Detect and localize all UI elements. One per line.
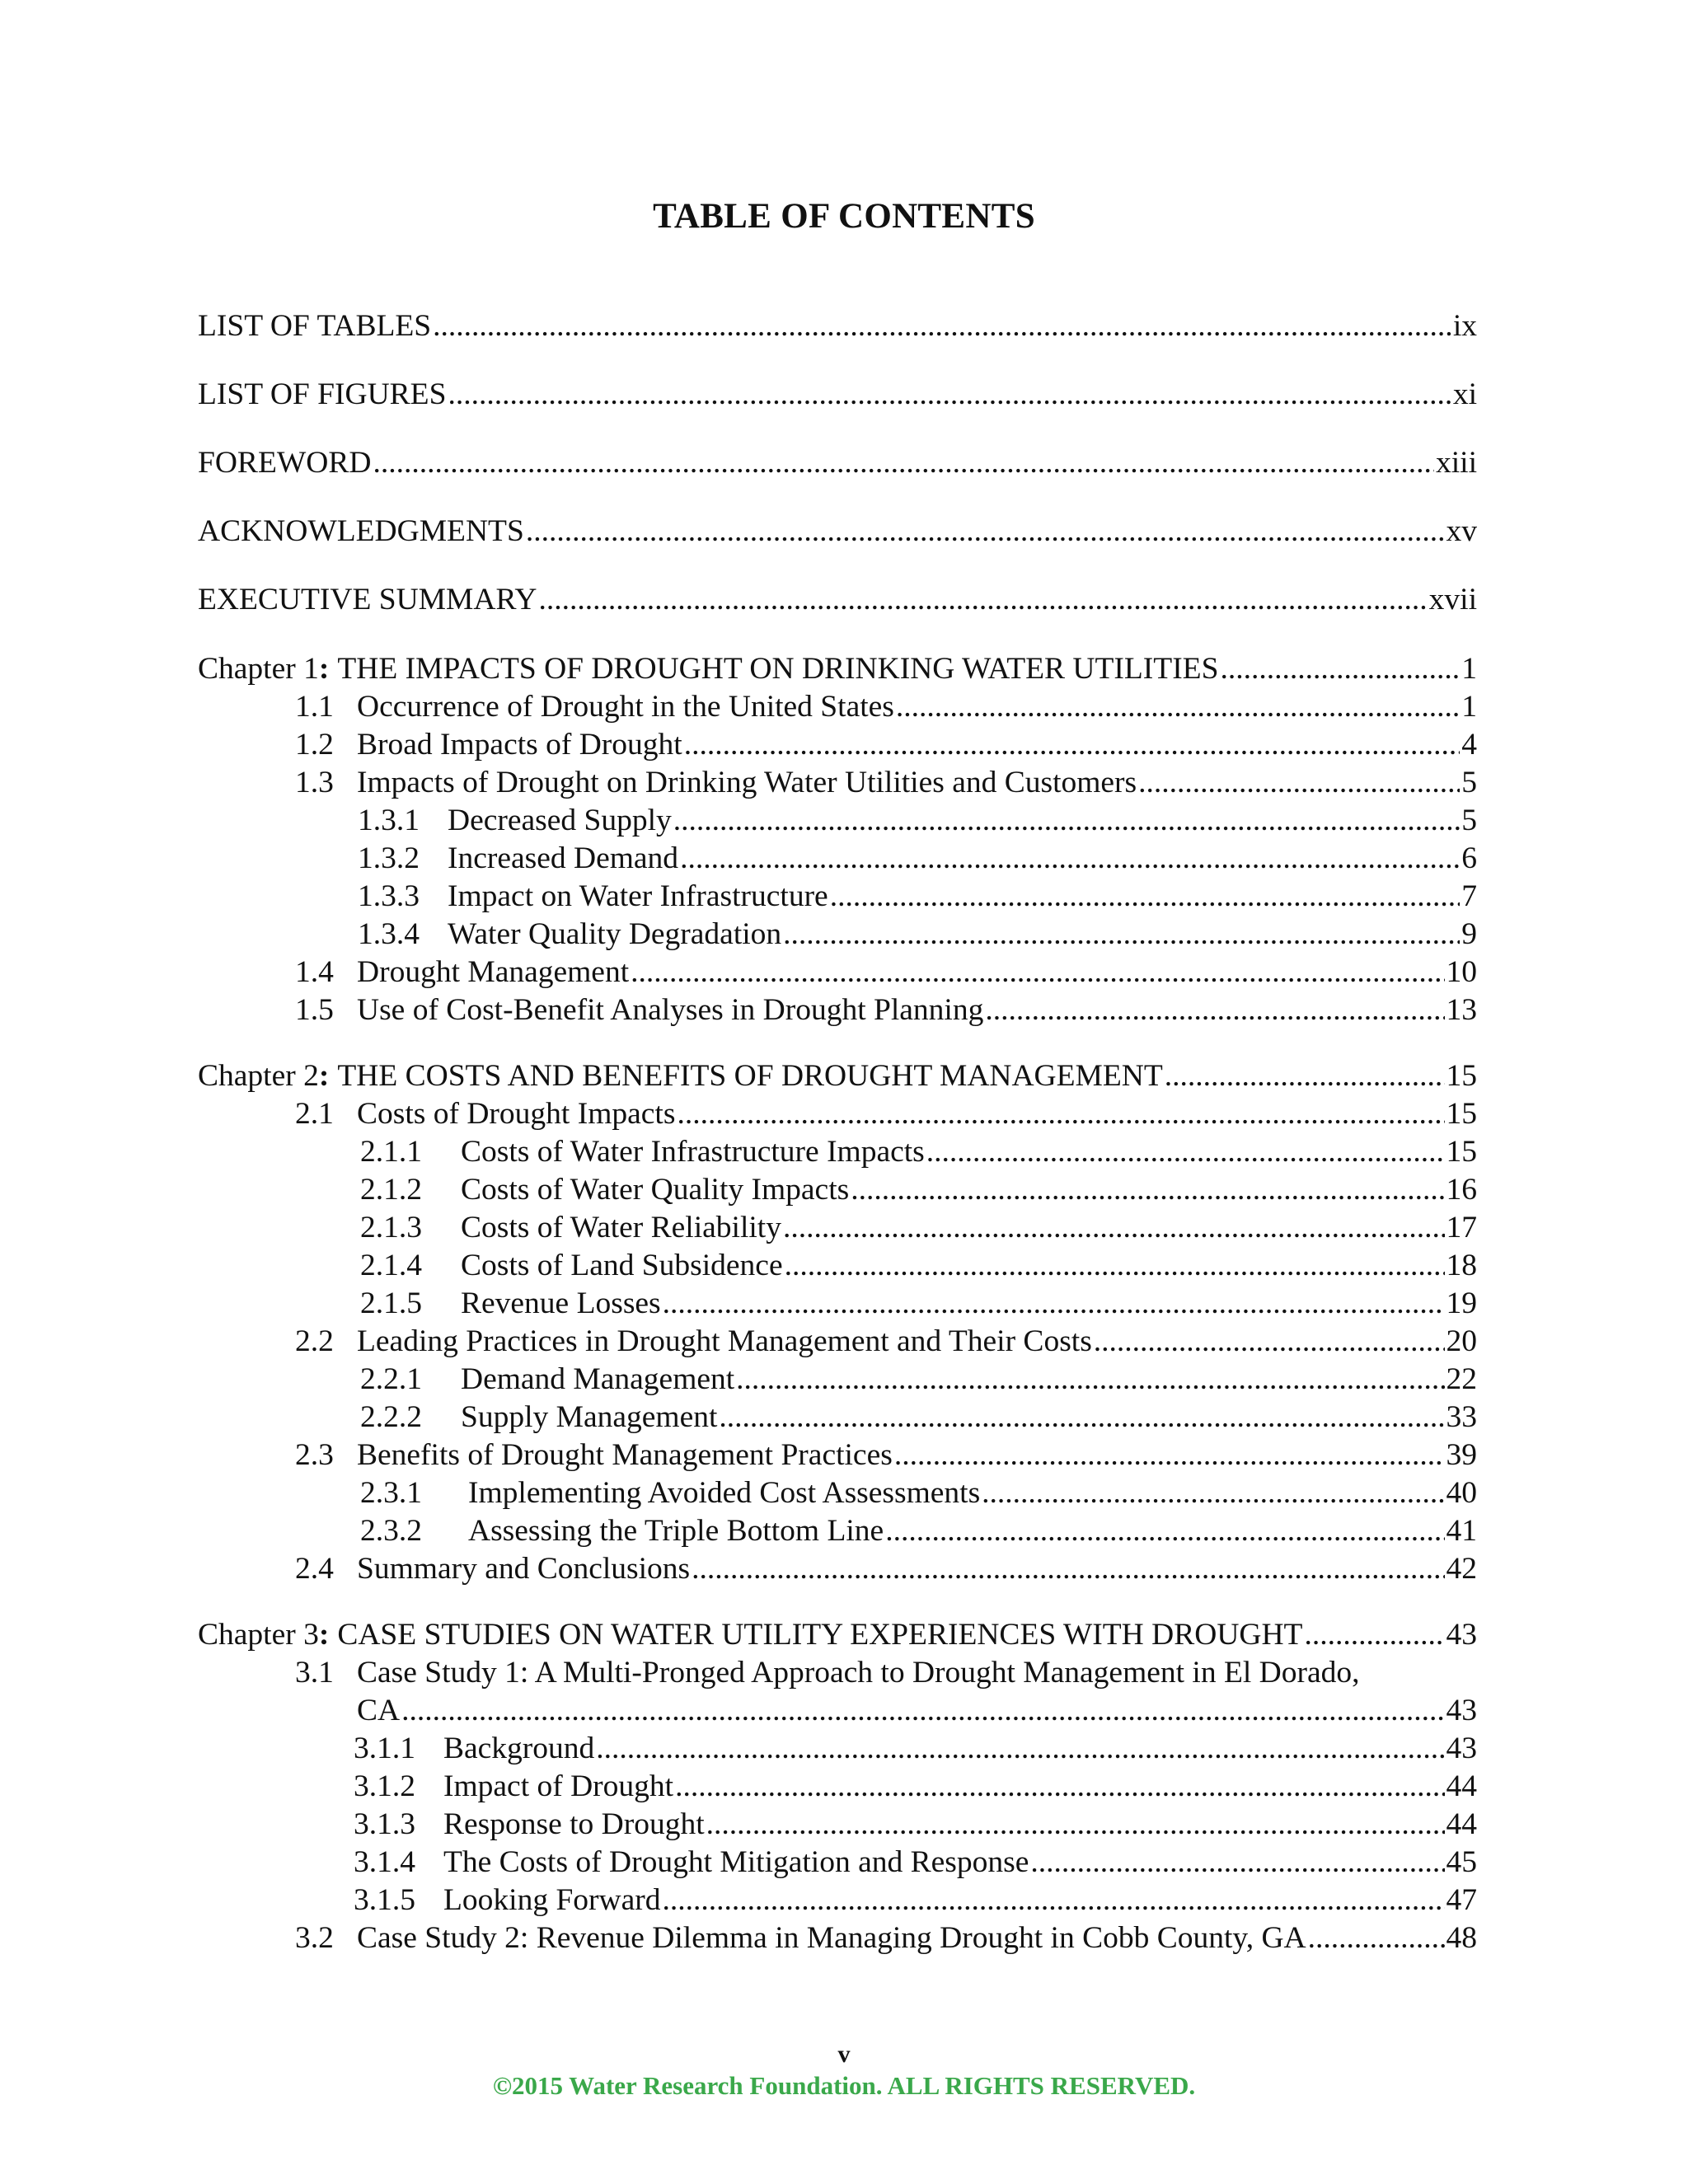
leader-dots — [896, 689, 1460, 725]
section-label-continuation: CA — [357, 1694, 401, 1727]
toc-entry-label: LIST OF FIGURES — [198, 377, 447, 411]
leader-dots — [677, 1096, 1444, 1132]
section-page: 13 — [1446, 993, 1477, 1027]
subsection-number: 3.1.3 — [354, 1807, 415, 1841]
toc-entry-page: xiii — [1435, 446, 1477, 480]
subsection-number: 3.1.1 — [354, 1732, 415, 1765]
toc-entry-list-of-figures[interactable] — [198, 377, 1477, 413]
toc-subsection[interactable] — [360, 1210, 1477, 1246]
chapter-colon: : — [318, 1059, 330, 1093]
leader-dots — [680, 841, 1460, 877]
subsection-label: Revenue Losses — [461, 1286, 661, 1320]
leader-dots — [706, 1807, 1445, 1843]
section-page: 48 — [1446, 1921, 1477, 1955]
leader-dots — [1094, 1324, 1445, 1360]
section-page: 39 — [1446, 1438, 1477, 1472]
subsection-page: 18 — [1446, 1249, 1477, 1282]
toc-entry-page: ix — [1452, 309, 1477, 343]
copyright-notice: ©2015 Water Research Foundation. ALL RIGHTS RESERVED. — [492, 2071, 1196, 2100]
section-number: 2.1 — [295, 1097, 334, 1131]
toc-section[interactable] — [295, 1437, 1477, 1474]
toc-entry-label: ACKNOWLEDGMENTS — [198, 514, 524, 548]
toc-subsection[interactable] — [354, 1731, 1477, 1767]
subsection-number: 3.1.5 — [354, 1883, 415, 1917]
subsection-number: 1.3.1 — [358, 804, 420, 837]
leader-dots — [401, 1693, 1444, 1729]
section-label: Costs of Drought Impacts — [357, 1097, 676, 1131]
subsection-number: 2.1.1 — [360, 1135, 422, 1169]
subsection-number: 2.1.5 — [360, 1286, 422, 1320]
toc-entry-label: FOREWORD — [198, 446, 372, 480]
subsection-page: 17 — [1446, 1211, 1477, 1244]
toc-subsection[interactable] — [360, 1172, 1477, 1208]
toc-entry-list-of-tables[interactable] — [198, 308, 1477, 344]
subsection-page: 47 — [1446, 1883, 1477, 1917]
leader-dots — [1030, 1844, 1444, 1881]
section-label: Leading Practices in Drought Management and Their Costs — [357, 1324, 1092, 1358]
toc-subsection[interactable] — [358, 879, 1477, 915]
toc-subsection[interactable] — [354, 1844, 1477, 1881]
toc-entry-page: xi — [1452, 377, 1477, 411]
leader-dots — [596, 1731, 1444, 1767]
toc-subsection[interactable] — [360, 1134, 1477, 1170]
chapter-prefix: Chapter 2 — [198, 1059, 319, 1093]
toc-entry-page: 43 — [1446, 1618, 1477, 1652]
toc-subsection[interactable] — [360, 1513, 1477, 1549]
leader-dots — [926, 1134, 1445, 1170]
toc-entry-acknowledgments[interactable] — [198, 513, 1477, 550]
subsection-label: Supply Management — [461, 1400, 718, 1434]
section-label: Impacts of Drought on Drinking Water Utilities and Customers — [357, 766, 1137, 799]
subsection-page: 5 — [1461, 804, 1477, 837]
toc-entry-page: 15 — [1446, 1059, 1477, 1093]
toc-section[interactable] — [295, 954, 1477, 991]
leader-dots — [526, 513, 1445, 550]
subsection-label: Costs of Water Quality Impacts — [461, 1173, 850, 1207]
section-label: Broad Impacts of Drought — [357, 728, 682, 762]
leader-dots — [448, 377, 1451, 413]
subsection-number: 2.3.1 — [360, 1476, 422, 1510]
toc-section[interactable] — [295, 1655, 1477, 1691]
leader-dots — [538, 582, 1427, 618]
leader-dots — [894, 1437, 1445, 1474]
toc-chapter-1[interactable] — [198, 651, 1477, 687]
section-label: Case Study 2: Revenue Dilemma in Managing Drought in Cobb County, GA — [357, 1921, 1306, 1955]
leader-dots — [783, 1210, 1445, 1246]
toc-section-continuation[interactable] — [357, 1693, 1477, 1729]
subsection-label: Demand Management — [461, 1362, 735, 1396]
subsection-label: Costs of Land Subsidence — [461, 1249, 783, 1282]
leader-dots — [851, 1172, 1444, 1208]
page-title: TABLE OF CONTENTS — [653, 197, 1035, 236]
section-number: 1.3 — [295, 766, 334, 799]
leader-dots — [985, 992, 1444, 1029]
subsection-page: 43 — [1446, 1732, 1477, 1765]
section-page: 4 — [1461, 728, 1477, 762]
toc-section[interactable] — [295, 1920, 1477, 1957]
subsection-page: 41 — [1446, 1514, 1477, 1548]
subsection-label: Impact on Water Infrastructure — [448, 879, 828, 913]
section-label: Use of Cost-Benefit Analyses in Drought Planning — [357, 993, 984, 1027]
toc-entry-page: xvii — [1428, 583, 1477, 616]
section-page: 1 — [1461, 690, 1477, 724]
subsection-page: 15 — [1446, 1135, 1477, 1169]
toc-section[interactable] — [295, 1324, 1477, 1360]
leader-dots — [785, 1248, 1445, 1284]
subsection-page: 44 — [1446, 1769, 1477, 1803]
subsection-label: Water Quality Degradation — [448, 917, 782, 951]
toc-chapter-2[interactable] — [198, 1058, 1477, 1094]
section-label: Case Study 1: A Multi-Pronged Approach to Drought Management in El Dorado, — [357, 1656, 1360, 1690]
subsection-number: 1.3.3 — [358, 879, 420, 913]
toc-subsection[interactable] — [354, 1807, 1477, 1843]
section-label: Benefits of Drought Management Practices — [357, 1438, 893, 1472]
subsection-page: 7 — [1461, 879, 1477, 913]
leader-dots — [1308, 1920, 1445, 1957]
section-label: Occurrence of Drought in the United States — [357, 690, 894, 724]
subsection-number: 2.1.4 — [360, 1249, 422, 1282]
chapter-title: THE IMPACTS OF DROUGHT ON DRINKING WATER UTILITIES — [337, 652, 1219, 686]
leader-dots — [692, 1551, 1444, 1587]
toc-section[interactable] — [295, 992, 1477, 1029]
subsection-number: 2.2.1 — [360, 1362, 422, 1396]
toc-subsection[interactable] — [360, 1361, 1477, 1398]
section-number: 3.2 — [295, 1921, 334, 1955]
toc-subsection[interactable] — [360, 1286, 1477, 1322]
subsection-number: 2.2.2 — [360, 1400, 422, 1434]
toc-section[interactable] — [295, 765, 1477, 801]
subsection-label: Assessing the Triple Bottom Line — [468, 1514, 884, 1548]
toc-subsection[interactable] — [358, 841, 1477, 877]
page-number: v — [837, 2041, 851, 2068]
section-page: 10 — [1446, 955, 1477, 989]
section-page: 43 — [1446, 1694, 1477, 1727]
subsection-label: Implementing Avoided Cost Assessments — [468, 1476, 981, 1510]
subsection-number: 3.1.2 — [354, 1769, 415, 1803]
subsection-page: 44 — [1446, 1807, 1477, 1841]
subsection-label: Decreased Supply — [448, 804, 672, 837]
section-number: 1.5 — [295, 993, 334, 1027]
toc-entry-label: EXECUTIVE SUMMARY — [198, 583, 537, 616]
subsection-number: 1.3.4 — [358, 917, 420, 951]
section-label: Summary and Conclusions — [357, 1552, 691, 1586]
subsection-label: Background — [443, 1732, 595, 1765]
chapter-prefix: Chapter 1 — [198, 652, 319, 686]
subsection-number: 1.3.2 — [358, 841, 420, 875]
chapter-colon: : — [318, 1618, 330, 1652]
section-number: 1.4 — [295, 955, 334, 989]
section-page: 42 — [1446, 1552, 1477, 1586]
leader-dots — [373, 445, 1434, 481]
leader-dots — [675, 1769, 1444, 1805]
leader-dots — [736, 1361, 1444, 1398]
subsection-number: 2.1.3 — [360, 1211, 422, 1244]
subsection-page: 40 — [1446, 1476, 1477, 1510]
subsection-label: Looking Forward — [443, 1883, 661, 1917]
chapter-colon: : — [318, 652, 330, 686]
subsection-page: 22 — [1446, 1362, 1477, 1396]
leader-dots — [631, 954, 1444, 991]
leader-dots — [1304, 1617, 1444, 1653]
section-page: 20 — [1446, 1324, 1477, 1358]
leader-dots — [663, 1286, 1445, 1322]
subsection-number: 2.3.2 — [360, 1514, 422, 1548]
section-label: Drought Management — [357, 955, 630, 989]
subsection-label: The Costs of Drought Mitigation and Response — [443, 1845, 1029, 1879]
toc-subsection[interactable] — [360, 1248, 1477, 1284]
leader-dots — [684, 727, 1461, 763]
subsection-page: 6 — [1461, 841, 1477, 875]
leader-dots — [982, 1475, 1444, 1511]
toc-entry-label: LIST OF TABLES — [198, 309, 432, 343]
section-number: 1.1 — [295, 690, 334, 724]
toc-subsection[interactable] — [360, 1475, 1477, 1511]
toc-subsection[interactable] — [354, 1882, 1477, 1919]
subsection-label: Increased Demand — [448, 841, 679, 875]
subsection-label: Impact of Drought — [443, 1769, 674, 1803]
leader-dots — [885, 1513, 1444, 1549]
section-number: 1.2 — [295, 728, 334, 762]
leader-dots — [719, 1399, 1444, 1436]
chapter-title: THE COSTS AND BENEFITS OF DROUGHT MANAGEMENT — [337, 1059, 1163, 1093]
toc-entry-foreword[interactable] — [198, 445, 1477, 481]
subsection-page: 9 — [1461, 917, 1477, 951]
subsection-page: 19 — [1446, 1286, 1477, 1320]
toc-section[interactable] — [295, 1096, 1477, 1132]
leader-dots — [433, 308, 1451, 344]
toc-section[interactable] — [295, 727, 1477, 763]
section-number: 2.2 — [295, 1324, 334, 1358]
section-page: 15 — [1446, 1097, 1477, 1131]
leader-dots — [783, 916, 1460, 953]
toc-section[interactable] — [295, 689, 1477, 725]
subsection-label: Costs of Water Reliability — [461, 1211, 781, 1244]
leader-dots — [673, 803, 1460, 839]
toc-entry-executive-summary[interactable] — [198, 582, 1477, 618]
toc-entry-page: xv — [1446, 514, 1477, 548]
section-number: 2.4 — [295, 1552, 334, 1586]
leader-dots — [1220, 651, 1460, 687]
toc-subsection[interactable] — [360, 1399, 1477, 1436]
subsection-number: 2.1.2 — [360, 1173, 422, 1207]
leader-dots — [830, 879, 1461, 915]
leader-dots — [1165, 1058, 1445, 1094]
section-number: 2.3 — [295, 1438, 334, 1472]
toc-section[interactable] — [295, 1551, 1477, 1587]
subsection-page: 16 — [1446, 1173, 1477, 1207]
chapter-title: CASE STUDIES ON WATER UTILITY EXPERIENCES WITH DROUGHT — [337, 1618, 1303, 1652]
chapter-prefix: Chapter 3 — [198, 1618, 319, 1652]
toc-chapter-3[interactable] — [198, 1617, 1477, 1653]
subsection-label: Response to Drought — [443, 1807, 705, 1841]
toc-subsection[interactable] — [358, 916, 1477, 953]
subsection-label: Costs of Water Infrastructure Impacts — [461, 1135, 925, 1169]
leader-dots — [663, 1882, 1445, 1919]
toc-entry-page: 1 — [1461, 652, 1477, 686]
leader-dots — [1138, 765, 1460, 801]
toc-subsection[interactable] — [354, 1769, 1477, 1805]
subsection-page: 45 — [1446, 1845, 1477, 1879]
subsection-page: 33 — [1446, 1400, 1477, 1434]
toc-subsection[interactable] — [358, 803, 1477, 839]
subsection-number: 3.1.4 — [354, 1845, 415, 1879]
section-number: 3.1 — [295, 1656, 334, 1690]
section-page: 5 — [1461, 766, 1477, 799]
